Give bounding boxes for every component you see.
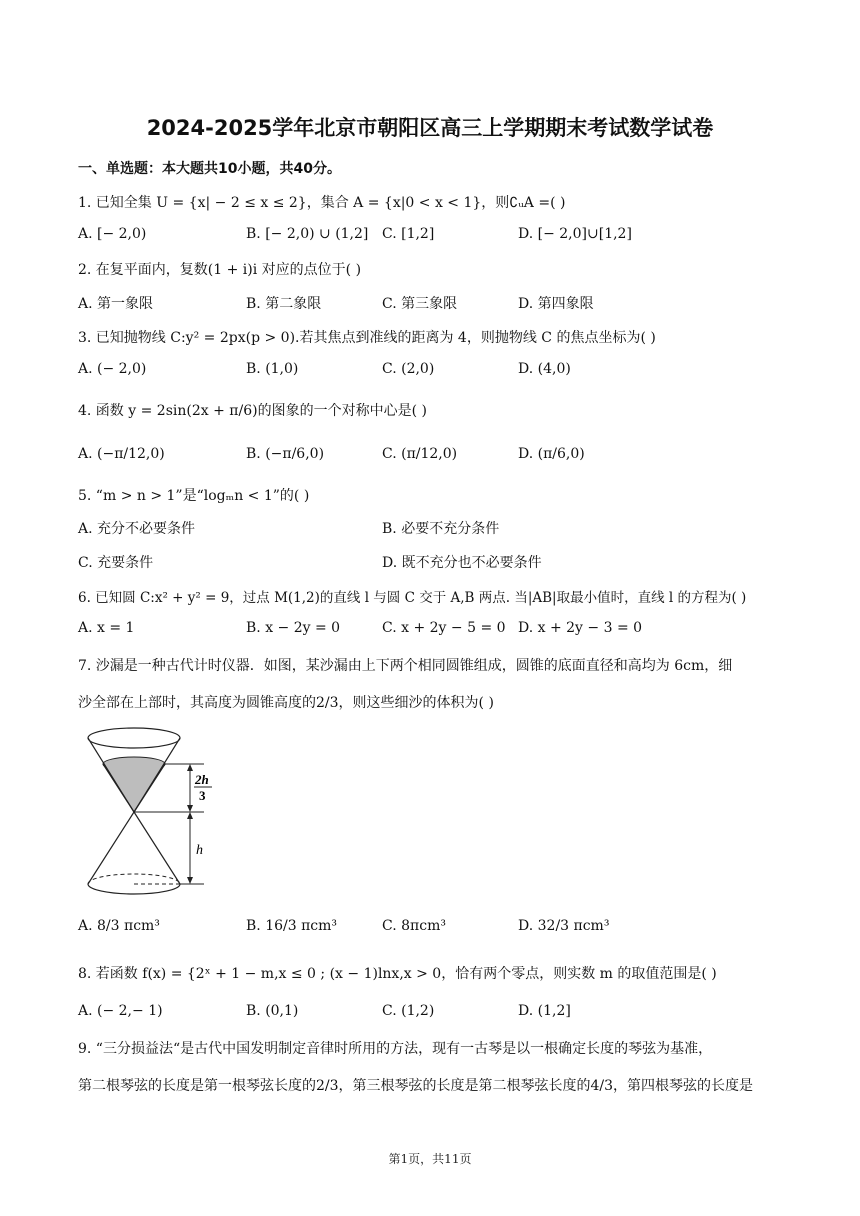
page-footer: 第1页，共11页 xyxy=(388,1152,472,1166)
q1-option-c: C. [1,2] xyxy=(382,226,435,242)
q5-option-c: C. 充要条件 xyxy=(78,555,154,571)
q8-option-d: D. (1,2] xyxy=(518,1003,571,1019)
question-8-stem: 8. 若函数 f(x) = {2ˣ + 1 − m,x ≤ 0 ; (x − 1)lnx,x > 0，恰有两个零点，则实数 m 的取值范围是( ) xyxy=(78,966,717,982)
q1-option-b: B. [− 2,0) ∪ (1,2] xyxy=(246,226,369,242)
figure-label-3: 3 xyxy=(199,788,206,803)
question-1-stem: 1. 已知全集 U = {x| − 2 ≤ x ≤ 2}，集合 A = {x|0 < x < 1}，则∁ᵤA =( ) xyxy=(78,195,566,211)
q7-option-d: D. 32/3 πcm³ xyxy=(518,918,610,934)
q6-option-b: B. x − 2y = 0 xyxy=(246,620,341,636)
q4-option-a: A. (−π/12,0) xyxy=(78,446,165,462)
question-6-stem: 6. 已知圆 C:x² + y² = 9，过点 M(1,2)的直线 l 与圆 C 交于 A,B 两点. 当|AB|取最小值时，直线 l 的方程为( ) xyxy=(78,590,747,606)
q8-option-c: C. (1,2) xyxy=(382,1003,435,1019)
figure-label-2h: 2h xyxy=(195,772,209,787)
q4-option-c: C. (π/12,0) xyxy=(382,446,458,462)
q4-option-d: D. (π/6,0) xyxy=(518,446,585,462)
q5-option-d: D. 既不充分也不必要条件 xyxy=(382,555,542,571)
hourglass-figure xyxy=(76,726,226,902)
q6-option-a: A. x = 1 xyxy=(78,620,135,636)
q2-option-c: C. 第三象限 xyxy=(382,296,458,312)
q7-option-a: A. 8/3 πcm³ xyxy=(78,918,160,934)
question-9-stem-line-1: 9. “三分损益法“是古代中国发明制定音律时所用的方法，现有一古琴是以一根确定长度的琴弦为基准， xyxy=(78,1041,713,1057)
q3-option-a: A. (− 2,0) xyxy=(78,361,147,377)
question-7-stem-line-1: 7. 沙漏是一种古代计时仪器．如图，某沙漏由上下两个相同圆锥组成，圆锥的底面直径和高均为 6cm，细 xyxy=(78,658,733,674)
q3-option-c: C. (2,0) xyxy=(382,361,435,377)
q6-option-c: C. x + 2y − 5 = 0 xyxy=(382,620,506,636)
question-7-stem-line-2: 沙全部在上部时，其高度为圆锥高度的2/3，则这些细沙的体积为( ) xyxy=(78,695,494,711)
q5-option-a: A. 充分不必要条件 xyxy=(78,521,196,537)
question-9-stem-line-2: 第二根琴弦的长度是第一根琴弦长度的2/3，第三根琴弦的长度是第二根琴弦长度的4/3，第四根琴弦的长度是 xyxy=(78,1078,754,1094)
question-2-stem: 2. 在复平面内，复数(1 + i)i 对应的点位于( ) xyxy=(78,262,362,278)
q3-option-b: B. (1,0) xyxy=(246,361,299,377)
q1-option-a: A. [− 2,0) xyxy=(78,226,147,242)
q2-option-a: A. 第一象限 xyxy=(78,296,154,312)
page-title: 2024-2025学年北京市朝阳区高三上学期期末考试数学试卷 xyxy=(146,116,714,140)
q5-option-b: B. 必要不充分条件 xyxy=(382,521,500,537)
q3-option-d: D. (4,0) xyxy=(518,361,571,377)
q6-option-d: D. x + 2y − 3 = 0 xyxy=(518,620,643,636)
q7-option-b: B. 16/3 πcm³ xyxy=(246,918,338,934)
q8-option-a: A. (− 2,− 1) xyxy=(78,1003,163,1019)
section-heading: 一、单选题：本大题共10小题，共40分。 xyxy=(78,161,341,177)
q2-option-d: D. 第四象限 xyxy=(518,296,594,312)
q2-option-b: B. 第二象限 xyxy=(246,296,322,312)
question-4-stem: 4. 函数 y = 2sin(2x + π/6)的图象的一个对称中心是( ) xyxy=(78,403,427,419)
figure-label-h: h xyxy=(196,843,203,858)
question-5-stem: 5. “m > n > 1”是“logₘn < 1”的( ) xyxy=(78,488,310,504)
q8-option-b: B. (0,1) xyxy=(246,1003,299,1019)
q4-option-b: B. (−π/6,0) xyxy=(246,446,325,462)
q7-option-c: C. 8πcm³ xyxy=(382,918,446,934)
question-3-stem: 3. 已知抛物线 C:y² = 2px(p > 0).若其焦点到准线的距离为 4，则抛物线 C 的焦点坐标为( ) xyxy=(78,330,656,346)
q1-option-d: D. [− 2,0]∪[1,2] xyxy=(518,226,632,242)
